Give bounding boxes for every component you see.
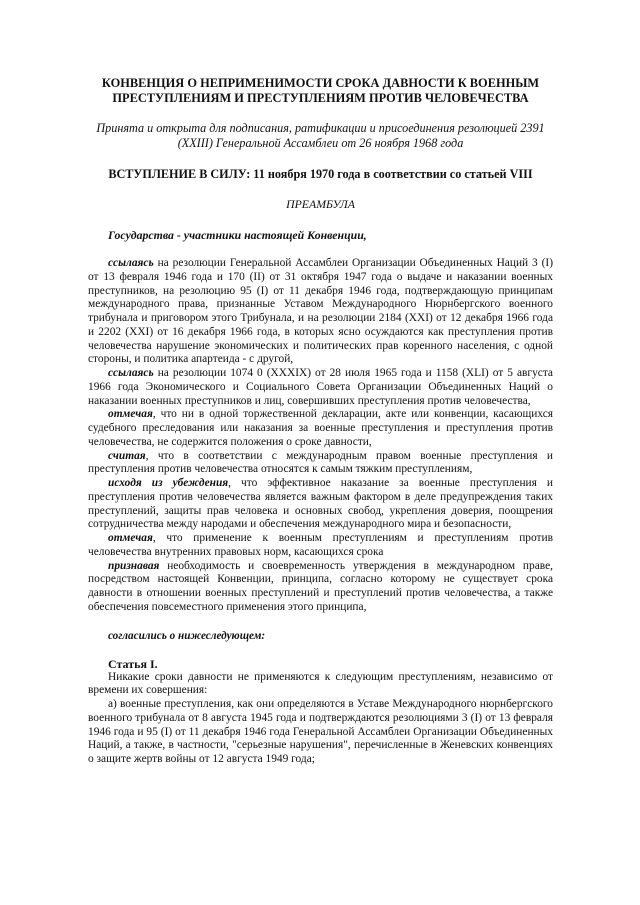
preamble-paragraph [88,532,553,560]
preamble-paragraph [88,450,553,478]
preamble-paragraph [88,257,553,367]
title-line: КОНВЕНЦИЯ О НЕПРИМЕНИМОСТИ СРОКА ДАВНОСТИ К ВОЕННЫМ [101,76,540,90]
agreed-statement: согласились о нижеследующем: [108,629,266,642]
preamble-heading: ПРЕАМБУЛА [286,197,355,211]
article-paragraph: а) военные преступления, как они определяются в Уставе Международного нюрнбергского военного трибунала от 8 августа 1945 года и подтверждаются резолюциями 3 (I) от 13 февраля 1946 года и 95 (I) от 11 декабря 1946 года Генеральной Ассамблеи Организации Объединенных Наций, а также, в частности, "серьезные нарушения", перечисленные в Женевских конвенциях о защите жертв войны от 12 августа 1949 года; [88,698,553,765]
paragraph-lead: признавая [108,559,160,572]
document-page [88,76,553,767]
adoption-note-line: (XXIII) Генеральной Ассамблеи от 26 ноября 1968 года [177,136,464,150]
paragraph-text: , что в соответствии с международным правом военные преступления и преступления против человечества относятся к самым тяжким преступлениям, [88,449,553,476]
preamble-body [88,257,553,615]
paragraph-text: , что ни в одной торжественной декларации, акте или конвенции, касающихся судебного преследования или наказания за военные преступления и преступления против человечества, не содержится положения о сроке давности, [88,408,553,448]
states-parties: Государства - участники настоящей Конвенции, [108,228,367,242]
paragraph-text: необходимость и своевременность утверждения в международном праве, посредством настоящей Конвенции, принципа, согласно которому не существует срока давности в отношении военных преступлений и преступлений против человечества, а также обеспечения повсеместного применения этого принципа, [88,559,553,613]
entry-into-force: ВСТУПЛЕНИЕ В СИЛУ: 11 ноября 1970 года в соответствии со статьей VIII [108,167,533,181]
paragraph-text: на резолюции Генеральной Ассамблеи Организации Объединенных Наций 3 (I) от 13 февраля 1946 года и 170 (II) от 31 октября 1947 года о выдаче и наказании военных преступников, на резолюцию 95 (I) от 11 декабря 1946 года, подтверждающую принципам международного права, признанные Уставом Международного Нюрнбергского военного трибунала и приговором этого Трибунала, и на резолюции 2184 (XXI) от 12 декабря 1966 года и 2202 (XXI) от 16 декабря 1966 года, в которых ясно осуждаются как преступления против человечества нарушение экономических и политических прав коренного населения, с одной стороны, и политика апартеида - с другой, [88,257,553,366]
preamble-paragraph [88,560,553,615]
article-paragraph: Никакие сроки давности не применяются к следующим преступлениям, независимо от времени их совершения: [88,670,553,697]
preamble-paragraph [88,477,553,532]
title-line: ПРЕСТУПЛЕНИЯМ И ПРЕСТУПЛЕНИЯМ ПРОТИВ ЧЕЛОВЕЧЕСТВА [112,91,529,105]
paragraph-lead: ссылаясь [108,367,154,379]
preamble-paragraph [88,367,553,408]
paragraph-lead: отмечая [108,408,153,421]
document-title [88,76,553,106]
adoption-note [82,121,559,151]
paragraph-lead: исходя из убеждения [108,477,229,489]
paragraph-lead: ссылаясь [108,257,154,269]
paragraph-lead: отмечая [108,532,153,544]
paragraph-lead: считая [108,449,146,462]
article-heading: Статья I. [108,656,158,671]
paragraph-text: , что эффективное наказание за военные преступления и преступления против человечества является важным фактором в деле предупреждения таких преступлений, защиты прав человека и основных свобод, укрепления доверия, поощрения сотрудничества между народами и обеспечения международного мира и безопасности, [88,477,554,531]
paragraph-text: , что применение к военным преступлениям и преступлениям против человечества внутренних правовых норм, касающихся срока [88,532,553,558]
paragraph-text: на резолюции 1074 0 (XXXIX) от 28 июля 1965 года и 1158 (XLI) от 5 августа 1966 года Экономического и Социального Совета Организации Объединенных Наций о наказании военных преступников и лиц, совершивших преступления против человечества, [88,367,553,407]
preamble-paragraph [88,408,553,449]
adoption-note-line: Принята и открыта для подписания, ратификации и присоединения резолюцией 2391 [96,121,545,135]
